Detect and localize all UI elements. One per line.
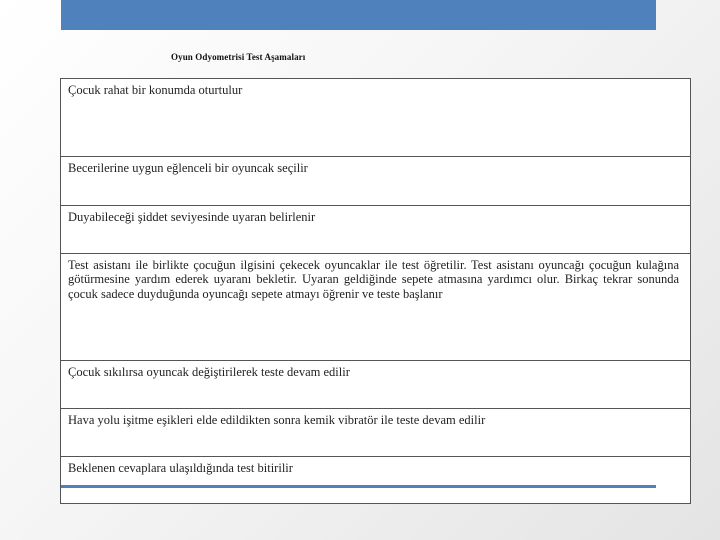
document-title: Oyun Odyometrisi Test Aşamaları: [171, 52, 306, 62]
step-row: Beklenen cevaplara ulaşıldığında test bitirilir: [61, 456, 690, 503]
step-row: Test asistanı ile birlikte çocuğun ilgisini çekecek oyuncaklar ile test öğretilir. Test asistanı oyuncağı çocuğun kulağına götürmesine yardım ederek uyaranı bekletir. Uyaran geldiğinde sepete atmasına yardımcı olur. Birkaç tekrar sonunda çocuk sadece duyduğunda oyuncağı sepete atmayı öğrenir ve teste başlanır: [61, 253, 690, 360]
top-banner: [61, 0, 656, 30]
step-row: Becerilerine uygun eğlenceli bir oyuncak seçilir: [61, 156, 690, 205]
step-row: Hava yolu işitme eşikleri elde edildikten sonra kemik vibratör ile teste devam edilir: [61, 408, 690, 456]
step-row: Çocuk rahat bir konumda oturtulur: [68, 83, 243, 97]
step-row: Çocuk sıkılırsa oyuncak değiştirilerek teste devam edilir: [61, 360, 690, 408]
steps-table: [60, 78, 691, 504]
step-row: Duyabileceği şiddet seviyesinde uyaran belirlenir: [61, 205, 690, 253]
bottom-rule: [61, 485, 656, 488]
